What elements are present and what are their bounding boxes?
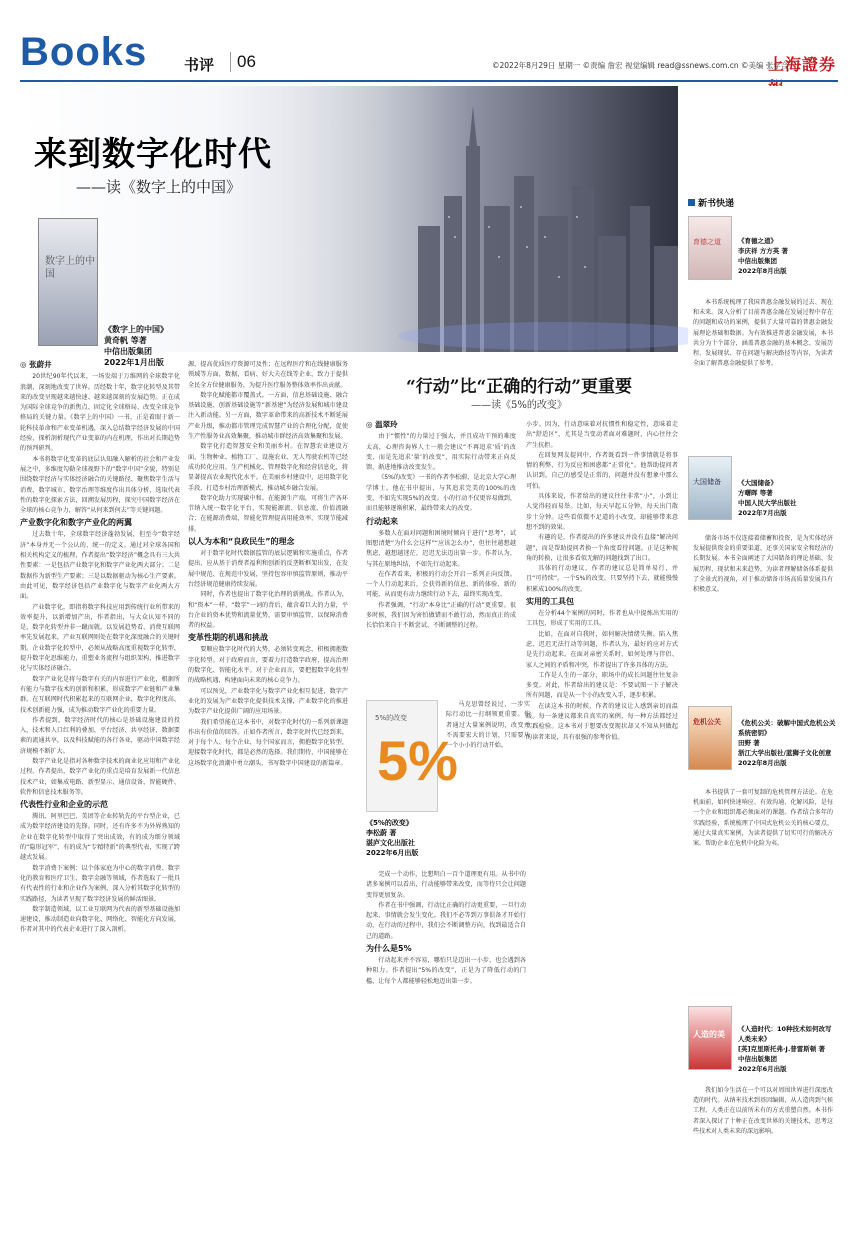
paragraph: 完成一个动作，比想明白一百个道理更有用。从书中的诸多案例可以看出，行动能够带来改变，而等待只会让问题变得更加复杂。 [366,871,526,899]
sidebar-book-summary: 储备市场不仅连接着储蓄和投资，是为实体经济发展提供资金的重要渠道，还事关国家安全和经济的长期发展。本书全面阐述了大国储备的理论基础、发展历程、现状和未来趋势，为读者理解储备体系提供了全景式的视角，对于推动储备市场高质量发展具有积极意义。 [693,535,833,594]
paragraph: 数字产业化是将与数字有关的内容进行产业化，根据所有能力与数字技术的创新和积累，形成数字产业链和产业集群。在互联网时代积累起来的互联网企业，数字化程度高、技术创新能力强，成为推动数字产业化的重要力量。 [20,675,180,714]
paragraph: 数字化赋能都市覆盖式。一方面，信息基础设施、融合基础设施、创新基础设施等“新基建”为经济发展和城市建设注入新动能。另一方面，数字革命带来的高新技术不断延展产业升级，推动都市管理完成智慧产业的合理化分配，促使生产性服务业高效集聚，推动城市群经济高效集聚和发展。 [188,391,348,441]
paragraph: 数字制造领域，以工业互联网为代表的新型基础设施加速建设，推动制造业向数字化、网络化、智能化方向发展，作者对其中的代表企业进行了深入剖析。 [20,905,180,934]
book-author: [英]克里斯托弗·J.普雷斯顿 著 [738,1045,826,1053]
book-publisher: 中信出版集团 [738,257,777,265]
paragraph: 作者强调，“行动”本身比“正确的行动”更重要。很多时候，我们因为害怕做错而不敢行动，然而真正的成长恰恰来自于不断尝试、不断调整的过程。 [366,601,516,630]
book-cover-text: 大国储备 [693,478,721,486]
paragraph: 比如，在面对自我时，如何解决情绪失衡、陷入焦虑、迟迟无法行动等问题，作者认为，最好的应对方式是先行动起来。在面对亲密关系时，如何处理与伴侣、家人之间的矛盾和冲突，作者提出了许多具体的方法。 [526,630,678,669]
article2-column-1b [446,700,530,860]
paragraph: 行动起来并不容易，哪怕只是迈出一小步，也会遇到各种阻力。作者提出“5%的改变”，正是为了降低行动的门槛，让每个人都能够轻松地迈出第一步。 [366,957,526,985]
article1-column-1 [20,360,180,1240]
header-rule [20,80,838,82]
dateline: ©2022年8月29日 星期一 ©责编 詹宏 视觉编辑 read@ssnews.com.cn ©美编 张学合 [492,61,789,70]
paragraph: 数字产业化是指对各种数字技术的商业化应用和产业化过程。作者提出，数字产业化的重点是培育发展新一代信息技术产业，如集成电路、新型显示、通信设备、智能硬件、软件和信息技术服务等。 [20,757,180,796]
book2-info [366,818,418,858]
paragraph: 同时，作者也提出了数字化治理的新挑战。作者认为，和“资本”一样，“数字”一词的背后，蕴含着巨大的力量，平台企业的资本优势和流量优势，需要审慎监管，以保障消费者的权益。 [188,591,348,630]
square-icon [688,199,695,206]
sidebar-heading [688,196,734,209]
book-cover-text: 数字上的中国 [45,256,95,280]
sidebar-book-cover [688,216,732,280]
paragraph: 马克思曾经说过，一步实际行动比一打纲领更重要。作者通过大量案例说明，改变并不需要宏大的计划，只需要从一个小小的行动开始。 [446,701,530,750]
article1-column-2 [188,360,348,1240]
sidebar-book-cover [688,456,732,520]
book-title: 《危机公关：破解中国式危机公关系统密钥》 [738,719,836,737]
book-author: 黄奇帆 等著 [104,336,147,345]
subheading: 为什么是5% [366,944,412,954]
book-author: 李松蔚 著 [366,829,397,837]
article2-column-1 [366,420,516,692]
sidebar-book-cover [688,1006,732,1070]
book-date: 2022年8月出版 [738,759,787,767]
book-author: 李庆祥 方方英 著 [738,247,789,255]
book-publisher: 中国人民大学出版社 [738,499,797,507]
paragraph: 在分析44个案例的同时，作者也从中提炼出实用的工具包，形成了实用的工具。 [526,610,678,628]
sidebar-book-info [738,1024,838,1074]
paragraph: 20世纪90年代以来，一场发端于万维网的全球数字化浪潮，深刻地改变了世界。历经数十年，数字化转型及其带来的改变呈现越来越快速、越来越深刻的发展趋势。正在成为国际全球竞争的新焦点、固定化全球格局、改变全球竞争格局的关键力量。《数字上的中国》一书，正是着眼于新一轮科技革命和产业变革机遇，深入总结数字经济发展的中国经验，探析剖析现代产业变革的内在机理，作出对长期趋势的预判研判。 [20,373,180,453]
subheading: 变革性期的机遇和挑战 [188,633,268,643]
book-title: 《数字上的中国》 [104,325,168,334]
book-date: 2022年6月出版 [738,1065,787,1073]
book-cover-text: 5%的改变 [375,714,408,722]
cityscape-image [258,86,678,352]
book-title: 《育德之道》 [738,237,777,245]
paragraph: 我们希望能在这本书中，对数字化时代的一系列新课题作出有价值的回答。正如作者所言，数字化时代已经到来，对于每个人、每个企业、每个国家而言，拥抱数字化转型，迎接数字化时代，都是必然的选择。我们期待，中国能够在这场数字化浪潮中勇立潮头，书写数字中国建设的新篇章。 [188,718,348,767]
book-date: 2022年8月出版 [738,267,787,275]
paragraph: 由于“惯性”的力量过于强大，并且成功干预的难度太高，心理咨询界人士一般会建议“不再追求‘质’的改变，而是先追求‘量’的改变”，用实际行动带来正向反馈，渐进地推动改变发生。 [366,433,516,472]
book-cover-number: 5% [377,729,458,792]
book-title: 《人造时代：10种技术如何改写人类未来》 [738,1025,832,1043]
article2-subtitle: ——读《5%的改变》 [471,400,567,411]
paragraph: 多数人在面对问题和困境时倾向于进行“思考”，试图想清楚“为什么会这样”“应该怎么办”，但往往越想越焦虑，越想越迷茫，迟迟无法迈出第一步。作者认为，与其在原地纠结，不如先行动起来。 [366,529,516,568]
paragraph: 过去数十年，全球数字经济蓬勃发展，但至今“数字经济”本身并无一个公认的、统一的定义。通过对全球各国和相关机构定义的梳理，作者提出“数字经济”概念具有三大共性要素：一是包括产业数字化和数字产业化两大部分；二是数据作为新型生产要素；三是以数据驱动为核心生产要素。由此可见，数字经济包括产业数字化与数字产业化两大方面。 [20,531,180,601]
masthead [20,30,838,78]
book-publisher: 湛庐文化出版社 [366,839,415,847]
sidebar-book-info [738,236,838,276]
book-cover-text: 人造的美 [693,1030,725,1039]
byline: ◎ 张蔚井 [20,360,52,369]
sidebar-book-summary: 本书提供了一套可复制的危机管理方法论。在危机面前，如何快速响应、有效沟通、化解风险，是每一个企业和组织都必须面对的课题。作者结合多年的实践经验，系统梳理了中国式危机公关的核心要点，通过大量真实案例，为读者提供了切实可行的解决方案，帮助企业在危机中化险为夷。 [693,789,833,848]
book-title: 《大国储备》 [738,479,777,487]
sidebar-heading-text: 新书快递 [698,199,735,209]
page-number: 06 [230,52,256,72]
subheading: 产业数字化和数字产业化的两翼 [20,518,132,528]
paragraph: 产业数字化，即指将数字科技应用到传统行业所带来的效率提升，以新增加产出，作者指出，与大众认知不同的是，数字化转型并非一蹴而就。以发展趋势看，消费互联网率先发展起来，产业互联网则处在数字化深度融合的关键时期。企业数字化转型中，必须从战略高度重视数字化转型，提升数字化思维能力，重塑业务流程与组织架构，推进数字化与实体经济融合。 [20,603,180,673]
paragraph: 小步。因为，行动意味着对抗惯性和稳定性，意味着走出“舒适区”，尤其是当变动者面对难题时，内心往往会产生抗拒。 [526,421,678,449]
paragraph: 《5%的改变》一书的作者李松蔚，是北京大学心理学博士。他在书中提出，与其追求完美的100%的改变，不如先实现5%的改变。小的行动不仅更容易做到，而且能够逐渐积累，最终带来大的改变。 [366,474,516,513]
paragraph: 数字化助力实现碳中和。在能源生产端，可将生产各环节纳入统一数字化平台，实现能源流、信息流、价值流融合；在能源消费端，智能化管理提高用能效率，实现节能减排。 [188,494,348,533]
subheading: 代表性行业和企业的示范 [20,800,108,810]
paragraph: 腾讯、阿里巴巴、美团等企业转轨先的平台型企业，已成为数字经济建设的先锋。同时，还有许多不为外界熟知的企业在数字化转型中取得了突出成效，有的成为细分领域的“隐形冠军”，有的成为“专精特新”的典型代表，实现了跨越式发展。 [20,813,180,862]
book-date: 2022年7月出版 [738,509,787,517]
paragraph: 工作是人生的一部分，职场中的成长问题往往复杂多变。对此，作者给出的建议是：不要试图一下子解决所有问题，而是从一个小的改变入手，逐步积累。 [526,671,678,700]
article2-column-1c [366,870,526,1240]
book-date: 2022年6月出版 [366,849,419,857]
subheading: 以人为本和“良政民生”的理念 [188,537,295,547]
paragraph: 要顺应数字化时代的大势，必须转变观念，积极拥抱数字化转型。对于政府而言，要着力打造数字政府，提高治理的数字化、智能化水平。对于企业而言，要把握数字化转型的战略机遇，构建面向未来的核心竞争力。 [188,646,348,685]
paragraph: 具体来说，作者给出的建议往往非常“小”，小到让人觉得轻而易举。比如，每天早起五分钟，每天出门散步十分钟。这些看似微不足道的小改变，却能够带来意想不到的效果。 [526,493,678,531]
sidebar-book-summary: 本书系统梳理了我国普惠金融发展的过去、现在和未来。深入分析了目前普惠金融在发展过程中存在的问题和成功的案例，提供了大量可靠的普惠金融发展理论基础和数据。为有效推进普惠金融发展，本书共分为十个部分，涵盖普惠金融的基本概念、发展历程、发展现状、存在问题与解决路径等内容，为读者全面了解普惠金融提供了参考。 [693,299,833,368]
paragraph: 数字化打造智慧安全和美丽乡村。在智慧农业建设方面，生物种业、植物工厂、设施农业、无人驾驶农机等已经成功转化应用，生产机械化、管理数字化和经营信息化，将显著提高农业现代化水平。在美丽乡村建设中，运用数字化手段，打造乡村治理新模式，推动城乡融合发展。 [188,443,348,492]
book-cover [38,218,98,346]
book-publisher: 浙江大学出版社/蓝狮子文化创意 [738,749,832,757]
subheading: 实用的工具包 [526,597,574,607]
article2-title: “行动”比“正确的行动”更重要 [405,377,633,397]
section-name: 书评 [184,56,215,74]
sidebar-book-info [738,718,838,768]
book-title: 《5%的改变》 [366,819,413,827]
new-books-sidebar [688,86,838,1246]
sidebar-book-info [738,478,838,518]
book-cover-5-percent [366,700,458,812]
subheading: 行动起来 [366,516,398,526]
book-cover-text: 育德之道 [693,238,721,246]
book-publisher: 中信出版集团 [738,1055,777,1063]
article2-column-2 [526,420,678,1240]
book-author: 田野 著 [738,739,760,747]
paragraph: 有趣的是，作者提出的许多建议并没有直接“解决问题”，而是帮助提问者换一个角度看待问题。正是这种视角的转换，让很多看似无解的问题找到了出口。 [526,534,678,562]
book-publisher: 中信出版集团 [104,347,152,356]
paragraph: 本书将数字化变革的底层认知融入解析的社会和产业发展之中，多维度勾勒全球视野下的“数字中国”全貌，特别是围绕数字经济与实体经济融合的关键路径、聚焦数字生活与消费、数字城市、数字治理等维度作出具体分析，选取代表性的数字化探索方法，回溯发展历程，探究中国数字经济在全球的核心竞争力，解答“从何来到何去”等关键问题。 [20,455,180,515]
paragraph: 在回复网友提问中，作者既看到一件事情就是将事情的利弊、行为反应和困惑都“正常化”。他帮助提问者认识到，自己的感受是正常的，问题并没有想象中那么可怕。 [526,451,678,490]
paragraph: 在作者看来，积极的行动会开启一系列正向反馈。一个人行动起来后，会获得新的信息、新的体验、新的可能，从而更有动力继续行动下去，最终实现改变。 [366,570,516,599]
paragraph: 作者在书中强调，行动比正确的行动更重要，一旦行动起来，事情就会发生变化。我们不必等到万事俱备才开始行动，在行动的过程中，我们会不断调整方向，找到最适合自己的道路。 [366,901,526,940]
sidebar-book-summary: 我们如今生活在一个可以对周围世界进行深度改造的时代。从纳米技术到基因编辑，从人造肉到气候工程，人类正在以前所未有的方式重塑自然。本书作者深入探讨了十种正在改变世界的关键技术，思考这些技术对人类未来的深远影响。 [693,1087,833,1135]
section-logo: Books [20,30,148,74]
paragraph: 可以预见，产业数字化与数字产业化相互促进，数字产业化的发展为产业数字化提供技术支撑，产业数字化的推进为数字产业化提供广阔的应用场景。 [188,687,348,716]
book-cover-text: 危机公关 [693,718,721,726]
newspaper-logo: 上海證券 [768,55,837,74]
byline: ◎ 温翠玲 [366,420,398,429]
paragraph: 对于数字化时代数据监管的底层逻辑和实施重点，作者提出，应从基于消费者福利和创新的反垄断框架出发，在发展中规范、在规范中发展，坚持包容审慎监管原则，推动平台经济规范健康持续发展。 [188,550,348,588]
article-title: 来到数字化时代 [34,134,272,173]
sidebar-book-cover [688,706,732,770]
paragraph: 源，提高优质医疗资源可及性；在远程医疗和在线健康服务领域等方面，数据、看病、好大夫在线等企业，致力于提供全民全方位健康服务，为提升医疗服务整体效率作出贡献。 [188,361,348,389]
article-subtitle: ——读《数字上的中国》 [76,178,242,196]
paragraph: 作者提到，数字经济时代的核心是基础设施建设的投入，技术和人口红利的叠加，平台经济、共享经济、数据要素的流通共享，以及科技赋能的各行各业，驱动中国数字经济规模不断扩大。 [20,716,180,755]
paragraph: 数字消费下案例：以个体家庭为中心的数字消费、数字化的教育和医疗卫生、数字金融等领域，作者选取了一批具有代表性的行业和企业作为案例，深入分析其数字化转型的实践路径，为读者呈现了数字经济发展的鲜活图景。 [20,864,180,903]
book-date: 2022年1月出版 [104,358,164,367]
paragraph: 在读这本书的时候，作者的建议让人感到亲切而温暖。每一条建议都来自真实的案例，每一种方法都经过实践检验。这本书对于想要改变现状却又不知从何做起的读者来说，具有很强的参考价值。 [526,702,678,741]
book-author: 方曙晖 等著 [738,489,773,497]
paragraph: 具体的行动建议，作者的建议总是简单易行，并且“可持续”。一个5%的改变，只要坚持下去，就能慢慢积累成100%的改变。 [526,565,678,593]
